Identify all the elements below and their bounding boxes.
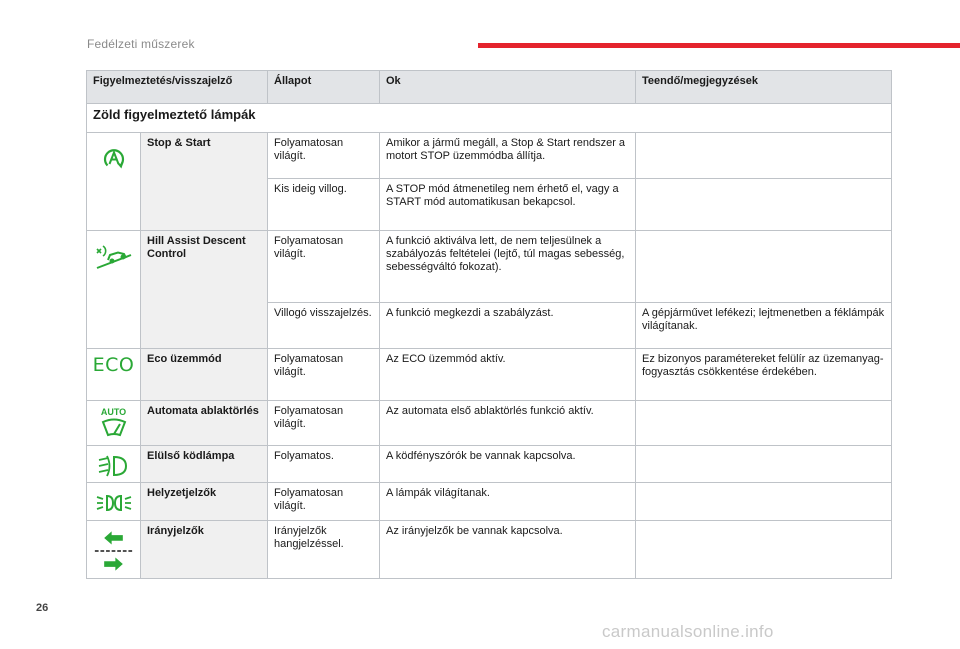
sidelights-icon (95, 493, 133, 513)
auto-label: AUTO (100, 407, 127, 417)
state-text: Folyamatosan világít. (268, 133, 380, 179)
table-row (87, 483, 892, 521)
action-text (636, 231, 892, 303)
cause-text: Az automata első ablaktörlés funkció aktív. (380, 401, 636, 446)
eco-icon: ECO (92, 354, 135, 376)
state-text: Folyamatos. (268, 446, 380, 483)
lamp-name: Irányjelzők (141, 521, 268, 579)
icon-cell (87, 521, 141, 579)
action-text (636, 401, 892, 446)
lamp-name: Hill Assist Descent Control (141, 231, 268, 349)
table-row (87, 133, 892, 179)
icon-cell (87, 446, 141, 483)
warning-lamps-table (86, 70, 892, 579)
action-text: A gépjárművet lefékezi; lejtmenetben a féklámpák világítanak. (636, 303, 892, 349)
action-text (636, 521, 892, 579)
direction-indicators-icon (93, 528, 134, 574)
cause-text: A lámpák világítanak. (380, 483, 636, 521)
state-text: Folyamatosan világít. (268, 231, 380, 303)
state-text: Folyamatosan világít. (268, 349, 380, 401)
state-text: Irányjelzők hangjelzéssel. (268, 521, 380, 579)
state-text: Kis ideig villog. (268, 179, 380, 231)
column-header-lamp: Figyelmeztetés/visszajelző (87, 71, 268, 104)
action-text (636, 133, 892, 179)
front-fog-lamp-icon (97, 454, 131, 478)
cause-text: Az ECO üzemmód aktív. (380, 349, 636, 401)
lamp-name: Automata ablaktörlés (141, 401, 268, 446)
accent-bar (478, 43, 960, 48)
state-text: Folyamatosan világít. (268, 401, 380, 446)
cause-text: Az irányjelzők be vannak kapcsolva. (380, 521, 636, 579)
action-text (636, 483, 892, 521)
cause-text: A STOP mód átmenetileg nem érhető el, vagy a START mód automatikusan bekapcsol. (380, 179, 636, 231)
cause-text: A ködfényszórók be vannak kapcsolva. (380, 446, 636, 483)
table-row (87, 521, 892, 579)
hill-descent-icon (94, 243, 134, 271)
lamp-name: Stop & Start (141, 133, 268, 231)
action-text: Ez bizonyos paramétereket felülír az üzemanyag-fogyasztás csökkentése érdekében. (636, 349, 892, 401)
lamp-name: Eco üzemmód (141, 349, 268, 401)
watermark: carmanualsonline.info (602, 622, 774, 641)
table-header-row (87, 71, 892, 104)
section-header: Fedélzeti műszerek (87, 37, 195, 51)
column-header-action: Teendő/megjegyzések (636, 71, 892, 104)
icon-cell (87, 231, 141, 349)
group-title-row (87, 104, 892, 133)
auto-wiper-icon (100, 417, 128, 441)
cause-text: A funkció aktiválva lett, de nem teljesülnek a szabályozás feltételei (lejtő, túl magas sebesség, sebességváltó fokozat). (380, 231, 636, 303)
table-row (87, 401, 892, 446)
state-text: Folyamatosan világít. (268, 483, 380, 521)
icon-cell (87, 133, 141, 231)
action-text (636, 446, 892, 483)
table-row (87, 446, 892, 483)
lamp-name: Elülső ködlámpa (141, 446, 268, 483)
cause-text: Amikor a jármű megáll, a Stop & Start rendszer a motort STOP üzemmódba állítja. (380, 133, 636, 179)
cause-text: A funkció megkezdi a szabályzást. (380, 303, 636, 349)
table-row (87, 231, 892, 303)
lamp-name: Helyzetjelzők (141, 483, 268, 521)
column-header-state: Állapot (268, 71, 380, 104)
icon-cell (87, 483, 141, 521)
stop-start-icon (100, 145, 128, 173)
page-number: 26 (36, 602, 49, 614)
action-text (636, 179, 892, 231)
icon-cell (87, 349, 141, 401)
table-row (87, 349, 892, 401)
state-text: Villogó visszajelzés. (268, 303, 380, 349)
icon-cell (87, 401, 141, 446)
column-header-cause: Ok (380, 71, 636, 104)
group-title: Zöld figyelmeztető lámpák (87, 104, 892, 133)
